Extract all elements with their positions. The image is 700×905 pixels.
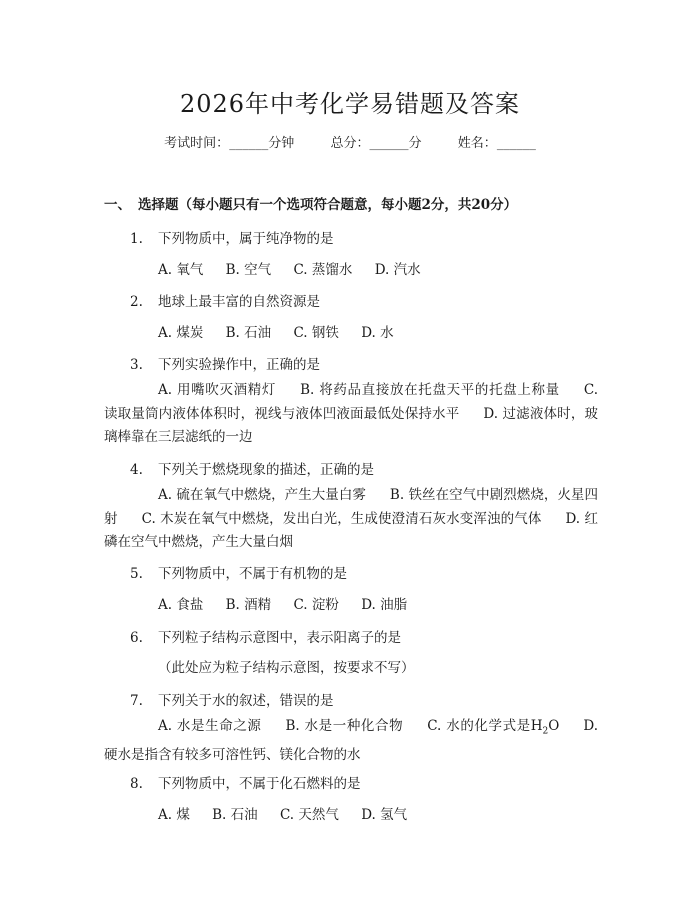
formula-subscript: 2 [542,726,549,737]
option-d: D. 硬水是指含有较多可溶性钙、镁化合物的水 [104,718,598,764]
option-d: D. 氢气 [361,807,408,823]
option-c: C. 蒸馏水 [293,262,353,278]
question-options [158,803,425,823]
question-text: 地球上最丰富的自然资源是 [158,294,320,310]
question-stem [130,562,347,582]
section-title: 选择题（每小题只有一个选项符合题意，每小题2分，共20分） [138,197,518,213]
question-number: 8. [130,776,143,792]
option-c: C. 钢铁 [293,325,339,341]
diagram-placeholder-note: （此处应为粒子结构示意图，按要求不写） [158,660,415,676]
question-options [104,484,598,555]
section-heading [104,193,517,213]
option-d: D. 红磷在空气中燃烧，产生大量白烟 [104,510,598,550]
question-text: 下列物质中，不属于化石燃料的是 [158,776,361,792]
question-number: 6. [130,630,143,646]
question-text: 下列关于水的叙述，错误的是 [158,693,334,709]
question-stem [130,353,320,373]
option-b: B. 石油 [212,807,258,823]
question-stem [130,689,334,709]
option-a: A. 氧气 [158,262,204,278]
question-stem [130,626,401,646]
score-label: 总分： [330,136,370,151]
option-c: C. 天然气 [279,807,339,823]
question-number: 7. [130,693,143,709]
question-stem [130,772,361,792]
question-stem [130,458,374,478]
option-c: C. 淀粉 [293,597,339,613]
option-b: B. 石油 [225,325,272,341]
option-a: A. 煤炭 [158,325,204,341]
formula-tail: O [548,718,560,734]
name-blank: ______ [496,136,536,151]
question-number: 3. [130,357,143,373]
question-text: 下列物质中，属于纯净物的是 [158,231,334,247]
time-label: 考试时间： [164,136,230,151]
option-b: B. 铁丝在空气中剧烈燃烧，火星四射 [104,487,598,527]
section-number: 一、 [104,197,131,213]
question-text: 下列关于燃烧现象的描述，正确的是 [158,462,374,478]
option-b: B. 水是一种化合物 [285,718,404,734]
page-title: 2026年中考化学易错题及答案 [179,90,521,118]
question-options [158,321,412,341]
option-b: B. 空气 [225,262,272,278]
option-c [427,718,560,737]
option-b: B. 将药品直接放在托盘天平的托盘上称量 [300,382,560,398]
name-label: 姓名： [457,136,497,151]
question-stem [130,227,334,247]
option-b: B. 酒精 [225,597,272,613]
option-c: C. 木炭在氧气中燃烧，发出白光，生成使澄清石灰水变浑浊的气体 [141,510,542,527]
question-text: 下列粒子结构示意图中，表示阳离子的是 [158,630,401,646]
question-options [104,715,598,768]
question-options [104,379,598,450]
question-number: 4. [130,462,143,478]
question-options [158,258,439,278]
question-text: 下列物质中，不属于有机物的是 [158,566,347,582]
option-d: D. 水 [361,325,394,341]
exam-info-line [0,132,700,151]
option-a: A. 水是生命之源 [158,718,262,734]
option-a: A. 用嘴吹灭酒精灯 [158,382,277,398]
option-d: D. 油脂 [361,597,408,613]
option-c: C. 读取量筒内液体体积时，视线与液体凹液面最低处保持水平 [104,382,598,422]
question-stem [130,290,320,310]
time-blank: ______ [229,136,269,151]
score-blank: ______ [369,136,409,151]
question-number: 5. [130,566,143,582]
option-a: A. 煤 [158,807,190,823]
question-number: 2. [130,294,143,310]
question-number: 1. [130,231,143,247]
option-d: D. 过滤液体时，玻璃棒靠在三层滤纸的一边 [104,405,598,445]
time-unit: 分钟 [268,136,295,151]
option-a: A. 食盐 [158,597,204,613]
question-text: 下列实验操作中，正确的是 [158,357,320,373]
option-a: A. 硫在氧气中燃烧，产生大量白雾 [158,487,366,503]
option-d: D. 汽水 [374,262,421,278]
question-options [158,593,425,613]
option-c-text: C. 水的化学式是H [427,718,543,734]
score-unit: 分 [408,136,422,151]
